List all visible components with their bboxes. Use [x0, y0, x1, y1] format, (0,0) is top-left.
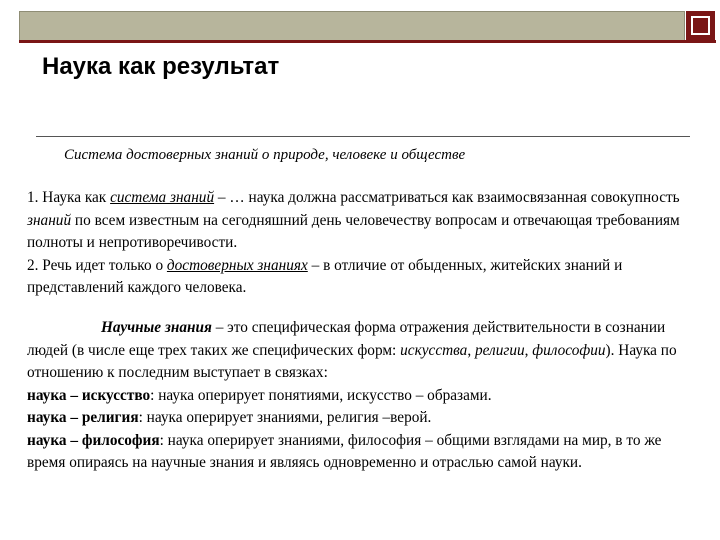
- header-band: [19, 11, 685, 40]
- pair-art: наука – искусство: наука оперирует понятиями, искусство – образами.: [27, 386, 492, 404]
- corner-square-icon: [686, 11, 715, 40]
- page-title: Наука как результат: [42, 53, 280, 80]
- forms-block: [27, 317, 699, 475]
- title-divider: [36, 136, 690, 137]
- pair-philosophy: наука – философия: наука оперирует знаниями, философия – общими взглядами на мир, в то же время опираясь на научные знания и являясь одновременно и отраслью самой науки.: [27, 431, 662, 471]
- definition-block: [27, 187, 699, 300]
- item-2: 2. Речь идет только о достоверных знаниях – в отличие от обыденных, житейских знаний и представлений каждого человека.: [27, 256, 623, 296]
- forms-paragraph: Научные знания – это специфическая форма отражения действительности в сознании людей (в числе еще трех таких же специфических форм: искусства, религии, философии). Наука по отношению к последним выступает в связках:: [27, 319, 677, 381]
- header-rule: [19, 40, 716, 43]
- item-1: 1. Наука как система знаний – … наука должна рассматриваться как взаимосвязанная совокупность знаний по всем известным на сегодняшний день человечеству вопросам и отвечающая требованиям полноты и непротиворечивости.: [27, 189, 680, 251]
- pair-religion: наука – религия: наука оперирует знаниями, религия –верой.: [27, 409, 432, 426]
- subtitle: Система достоверных знаний о природе, человеке и обществе: [64, 147, 466, 163]
